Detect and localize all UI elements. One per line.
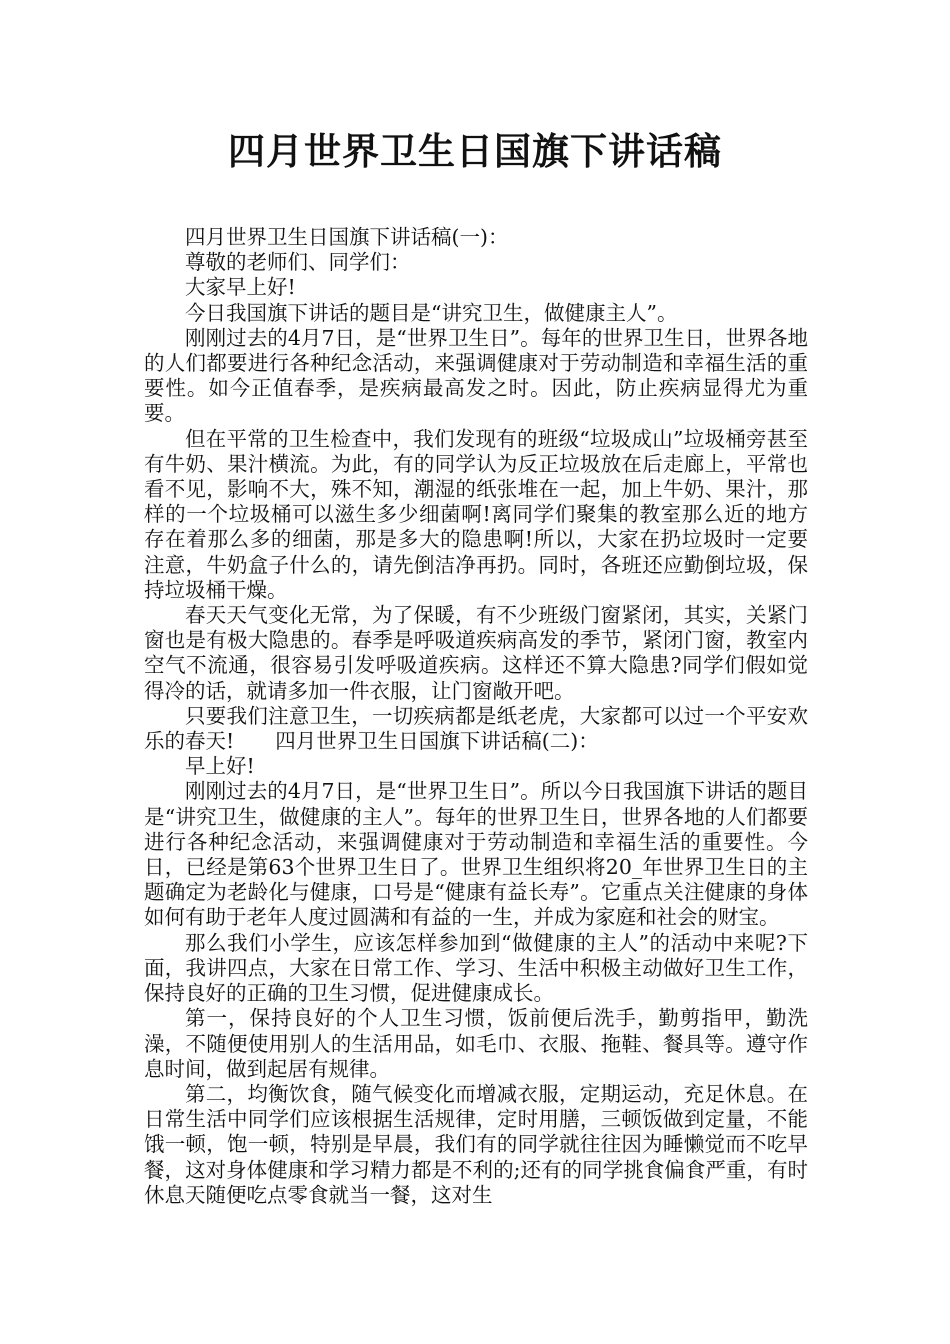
paragraph-salutation: 尊敬的老师们、同学们：: [185, 250, 411, 275]
paragraph-topic: 今日我国旗下讲话的题目是“讲究卫生，做健康主人”。: [185, 300, 678, 325]
paragraph-good-morning: 早上好!: [185, 754, 255, 779]
paragraph-speech-one-heading: 四月世界卫生日国旗下讲话稿(一)：: [185, 225, 509, 249]
page-title: 四月世界卫生日国旗下讲话稿: [228, 130, 722, 173]
paragraph-world-health-day: 刚刚过去的4月7日，是“世界卫生日”。每年的世界卫生日，世界各地的人们都要进行各种纪念活动，来强调健康对于劳动制造和幸福生活的重要性。如今正值春季，是疾病最高发之时。因此，防止疾病显得尤为重要。: [144, 325, 808, 426]
document-body: [144, 225, 808, 1208]
paragraph-four-points: 那么我们小学生，应该怎样参加到“做健康的主人”的活动中来呢?下面，我讲四点，大家在日常工作、学习、生活中积极主动做好卫生工作，保持良好的正确的卫生习惯，促进健康成长。: [144, 930, 808, 1006]
paragraph-theme: 刚刚过去的4月7日，是“世界卫生日”。所以今日我国旗下讲话的题目是“讲究卫生，做健康的主人”。每年的世界卫生日，世界各地的人们都要进行各种纪念活动，来强调健康对于劳动制造和幸福生活的重要性。今日，已经是第63个世界卫生日了。世界卫生组织将20_年世界卫生日的主题确定为老龄化与健康，口号是“健康有益长寿”。它重点关注健康的身体如何有助于老年人度过圆满和有益的一生，并成为家庭和社会的财宝。: [144, 779, 808, 930]
paragraph-point-two: 第二，均衡饮食，随气候变化而增减衣服，定期运动，充足休息。在日常生活中同学们应该根据生活规律，定时用膳，三顿饭做到定量，不能饿一顿，饱一顿，特别是早晨，我们有的同学就往往因为睡懒觉而不吃早餐，这对身体健康和学习精力都是不利的;还有的同学挑食偏食严重，有时休息天随便吃点零食就当一餐，这对生: [144, 1081, 808, 1207]
paragraph-garbage: 但在平常的卫生检查中，我们发现有的班级“垃圾成山”垃圾桶旁甚至有牛奶、果汁横流。为此，有的同学认为反正垃圾放在后走廊上，平常也看不见，影响不大，殊不知，潮湿的纸张堆在一起，加上牛奶、果汁，那样的一个垃圾桶可以滋生多少细菌啊!离同学们聚集的教室那么近的地方存在着那么多的细菌，那是多大的隐患啊!所以，大家在扔垃圾时一定要注意，牛奶盒子什么的，请先倒洁净再扔。同时，各班还应勤倒垃圾，保持垃圾桶干燥。: [144, 426, 808, 602]
paragraph-greeting: 大家早上好!: [185, 275, 296, 300]
paragraph-windows: 春天天气变化无常，为了保暖，有不少班级门窗紧闭，其实，关紧门窗也是有极大隐患的。春季是呼吸道疾病高发的季节，紧闭门窗，教室内空气不流通，很容易引发呼吸道疾病。这样还不算大隐患?同学们假如觉得冷的话，就请多加一件衣服，让门窗敞开吧。: [144, 603, 808, 703]
paragraph-point-one: 第一，保持良好的个人卫生习惯，饭前便后洗手，勤剪指甲，勤洗澡，不随便使用别人的生活用品，如毛巾、衣服、拖鞋、餐具等。遵守作息时间，做到起居有规律。: [144, 1006, 808, 1081]
paragraph-closing-and-speech-two: 只要我们注意卫生，一切疾病都是纸老虎，大家都可以过一个平安欢乐的春天! 四月世界卫生日国旗下讲话稿(二)：: [144, 703, 808, 754]
